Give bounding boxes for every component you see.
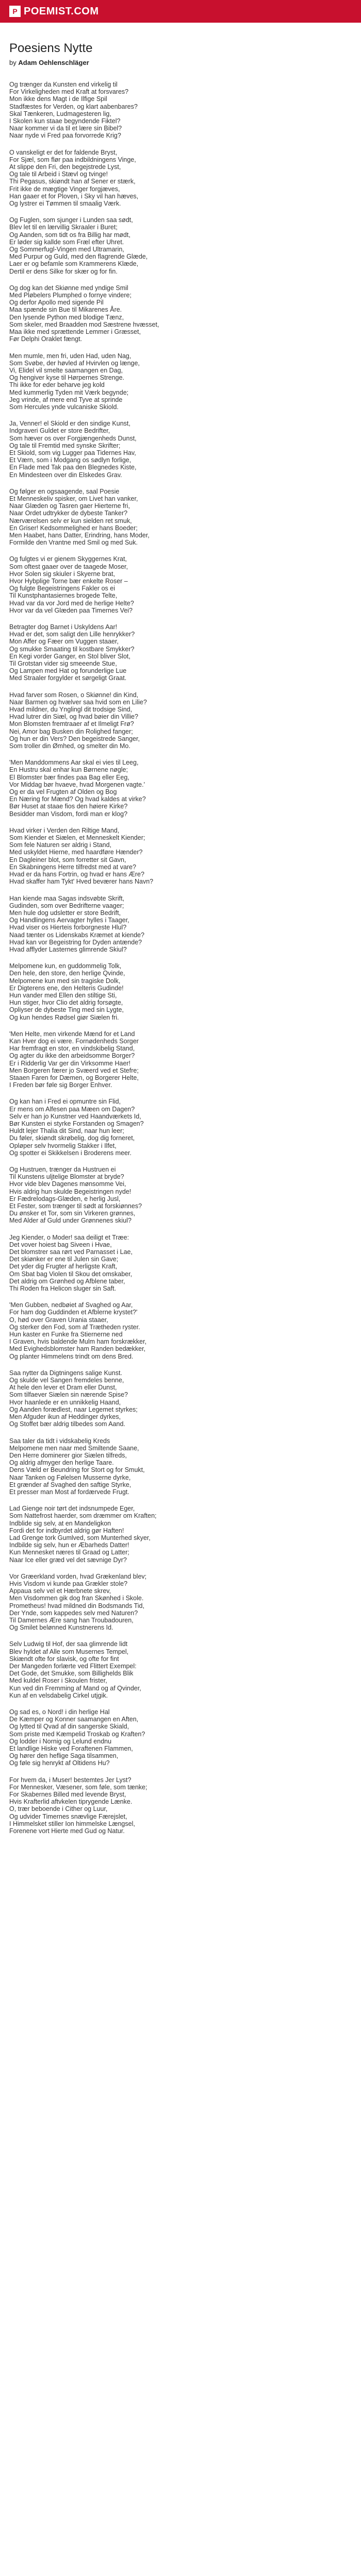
poem-line: Hvis aldrig hun skulde Begeistringen nyde! <box>9 1188 132 1195</box>
poem-line: Der Mangeden forlærte ved Flittert Exempel: <box>9 1662 137 1670</box>
poem-line: Hvor Solen sig skiuler i Skyerne brat, <box>9 570 115 578</box>
poem-line: Men Borgeren færer jo Svæerd ved et Stefre; <box>9 1066 139 1074</box>
poem-line: Er mens om Alfesen paa Mæen om Dagen? <box>9 1105 135 1113</box>
poem-stanza <box>9 555 350 614</box>
poem-line: Hvad er da hans Fortrin, og hvad er hans Ære? <box>9 871 144 878</box>
poem-line: Vi, Elidel vil smelte saamangen en Dag, <box>9 366 123 374</box>
poem-line: Mon Blomsten fremtraaer af et Ilmeligt Frø? <box>9 720 134 728</box>
poem-line: Det blomstrer saa rørt ved Parnasset i Lae, <box>9 1248 133 1256</box>
poem-stanza <box>9 1301 350 1360</box>
poem-line: Fordi det for indbyrdet aldrig gør Haften! <box>9 1527 124 1534</box>
poem-stanza <box>9 895 350 954</box>
poem-line: 'Men Manddommens Aar skal ei vies til Leeg, <box>9 759 139 767</box>
poem-line: Og aldrig afmyger den herlige Taare. <box>9 1459 114 1467</box>
poem-line: Som skeler, med Braadden mod Sæstrene hvæsset, <box>9 320 159 328</box>
poem-line: Melpomene kun, en guddommelig Tolk, <box>9 962 122 970</box>
poem-line: Og dog kan det Skiønne med yndige Smil <box>9 284 128 292</box>
poem-line: Hvis Krafterlid aftvkelen tiprygende Lænke. <box>9 1798 133 1806</box>
poem-line: Et landlige Hiske ved Foraftenen Flammen, <box>9 1745 133 1753</box>
poem-line: Hvad var da vor Jord med de herlige Helte? <box>9 599 134 607</box>
poem-line: Nei, Amor bag Busken din Rolighed fanger; <box>9 727 133 735</box>
poem-line: Det aldrig om Grønhed og Afblene taber, <box>9 1277 125 1285</box>
poem-line: Et Værn, som i Modgang os sødlyn forlige, <box>9 456 132 464</box>
poem-line: Thi Roden fra Helicon sluger sin Saft. <box>9 1285 117 1293</box>
poem-line: Har fremfragt en stor, en vindskibelig Stand, <box>9 1045 135 1053</box>
poem-line: Et Fester, som trænger til sødt at forskiønnes? <box>9 1202 142 1210</box>
poem-line: Naar Glæden og Tasren gaer Hierterne fri, <box>9 502 130 510</box>
poem-line: Og tale til Fremtid med synske Skrifter; <box>9 442 121 449</box>
poem-line: Et Menneskeliv spisker, om Livet han vanker, <box>9 495 138 502</box>
poem-line: Og lytted til Qvad af din sangerske Skiald, <box>9 1723 129 1731</box>
poem-line: Med kuldel Roser i Skoulen frister, <box>9 1677 107 1685</box>
poem-line: At hele den lever et Dram eller Dunst, <box>9 1384 117 1392</box>
poem-stanza <box>9 827 350 886</box>
poem-line: Ja, Venner! el Skiold er den sindige Kunst, <box>9 420 130 428</box>
poem-line: Det vover hoiest bag Siveen i Hvae, <box>9 1241 112 1248</box>
poem-line: En Hustru skal enhar kun Børnene nøgle; <box>9 766 128 774</box>
poem-line: Og kun hendes Rødsel giør Siælen fri. <box>9 1013 119 1021</box>
poem-line: Bør Huset at staae fios den høiere Kirke? <box>9 803 128 810</box>
poem-stanza <box>9 1098 350 1157</box>
poem-line: Nærværelsen selv er kun sielden ret smuk, <box>9 517 132 524</box>
poem-line: Er i Ridderlig Var ger din Virksomme Haer! <box>9 1059 131 1067</box>
poem-line: Et presser man Most af fordærvede Frugt. <box>9 1488 129 1496</box>
poem-line: Før Delphi Oraklet fængt. <box>9 335 83 343</box>
poem-line: Forenene vort Hierte med Gud og Natur. <box>9 1827 125 1835</box>
poem-line: Og derfor Apollo med sigende Pil <box>9 299 104 307</box>
poem-line: Melpomene kun med sin tragiske Dolk, <box>9 977 121 985</box>
poem-line: Til Grotstan vider sig smeeende Stue, <box>9 660 117 668</box>
poem-line: Som Nattefrost haerder, som dræmmer om Kraften; <box>9 1512 157 1520</box>
poem-line: Og lodder i Nornig og Lelund endnu <box>9 1737 112 1745</box>
poem-line: Indgraveri Guldet er store Bedrifter, <box>9 427 110 435</box>
poem-line: Indbilde sig selv, hun er Æbarheds Datter! <box>9 1541 129 1549</box>
poem-line: Han gaaer et for Ploven, i Sky vil han hæves, <box>9 192 139 200</box>
poem-line: Hvad mildner, du Ynglingl dit trodsige Sind, <box>9 706 133 714</box>
poem-line: Med Evighedsblomster ham Randen bedækker, <box>9 1345 146 1353</box>
poem-line: Selv Ludwig til Hof, der saa glimrende lidt <box>9 1640 128 1648</box>
poem-line: 'Men Gubben, nedbøiet af Svaghed og Aar, <box>9 1301 133 1309</box>
poem-stanza <box>9 216 350 275</box>
poem-line: Opløper selv hvormelig Stakker i Ilfet, <box>9 1142 117 1149</box>
poem-stanza <box>9 962 350 1021</box>
poem-line: Kun af en velsdabelig Cirkel utjgik. <box>9 1691 108 1699</box>
poem-stanza <box>9 1505 350 1564</box>
poem-line: Med Pløbelers Plumphed o fornye vindere; <box>9 292 132 299</box>
poem-line: Vor Græerkland vorden, hvad Grækenland blev; <box>9 1572 147 1580</box>
poem-line: Og Handlingens Aervagter hylles i Taager, <box>9 917 129 924</box>
poem-line: Men mumle, men fri, uden Had, uden Nag, <box>9 352 132 360</box>
poem-line: En Dagleiner blot, som forretter sit Gavn, <box>9 856 126 863</box>
poem-line: Hun kaster en Funke fra Stiernerne ned <box>9 1331 123 1338</box>
poem-line: Naar Barmen og hvælver saa hvid som en Lilie? <box>9 698 147 706</box>
poem-line: Og tale til Arbeid i Stævl og tvinge! <box>9 171 108 178</box>
poem-line: Som Svøbe, der høvled af Hvirvlen og længe, <box>9 359 140 367</box>
poem-line: En Griser! Kedsommelighed er hans Boeder; <box>9 524 138 532</box>
poem-line: Hvad kan vor Begeistring for Dyden antænde? <box>9 938 142 946</box>
poem-stanza <box>9 1437 350 1496</box>
poem-line: Om Sbat bag Violen til Skou det omskaber, <box>9 1270 133 1278</box>
byline-prefix: by <box>9 59 17 66</box>
poem-line: Appaua selv vel et Hærbnete skrev, <box>9 1587 111 1595</box>
poem-line: Stadfæstes for Verden, og klart aabenbares? <box>9 103 138 110</box>
poem-line: Er løder sig kallde som Fræl efter Uhret. <box>9 238 124 246</box>
poem-line: Hvor vide blev Dagenes mønsomme Vei, <box>9 1180 126 1188</box>
poem-line: Som priste med Kæmpelid Troskab og Kraften? <box>9 1730 145 1738</box>
poem-line: Naar nyde vi Fred paa forvorrede Krig? <box>9 132 121 140</box>
poem-line: Et grænder af Svaghed den saftige Styrke, <box>9 1481 132 1488</box>
poem-line: Og Fuglen, som sjunger i Lunden saa sødt, <box>9 216 133 224</box>
poem-line: Thi ikke for eder beharve jeg kold <box>9 381 105 389</box>
poem-line: O, trær beboende i Cither og Luur, <box>9 1805 108 1813</box>
poem-line: Den hele, den store, den herlige Qvinde, <box>9 970 125 977</box>
poem-line: En Skabningens Herre tilfredst med at vare? <box>9 863 136 871</box>
poem-line: Med Alder af Guld under Grønnenes skiul? <box>9 1217 132 1225</box>
poem-line: Maa ikke med sprættende Lemmer i Græsset, <box>9 328 141 336</box>
poem-stanza <box>9 1234 350 1293</box>
poem-line: Og Stoffet bær aldrig tilbedes som Aand. <box>9 1420 125 1428</box>
poem-line: Hun vander med Ellen den stiltige Sti, <box>9 991 117 999</box>
poem-line: Naar Ordet udtrykker de dybeste Tanker? <box>9 510 128 517</box>
poem-stanza <box>9 352 350 411</box>
poem-stanza <box>9 1369 350 1428</box>
poem-line: Hvad er det, som saligt den Lille henrykker? <box>9 631 135 638</box>
poem-line: I Skolen kun staae begyndende Fiktel? <box>9 117 121 125</box>
poem-line: Bør Kunsten ei styrke Forstanden og Smagen? <box>9 1120 144 1127</box>
poem-stanza <box>9 488 350 547</box>
poem-line: Som Hercules ynde vulcaniske Skiold. <box>9 403 119 411</box>
poem-stanza <box>9 623 350 682</box>
poem-line: Som Kiender et Siælen, et Menneskelt Kiender; <box>9 834 145 842</box>
poem-line: Og trænger da Kunsten end virkelig til <box>9 81 118 88</box>
poem-line: Gudinden, som over Bedrifterne vaager; <box>9 902 124 909</box>
poem-line: Frit ikke de mægtige Vinger forgjæves, <box>9 185 120 193</box>
poem-line: Hvor Hybplige Torne bær enkelte Roser – <box>9 577 128 585</box>
poem-line: O vanskeligt er det for faldende Bryst, <box>9 148 118 156</box>
poem-line: Saa nytter da Digtningens salige Kunst. <box>9 1369 122 1377</box>
poem-line: Med uskyldet Hierne, med haardføre Hænder? <box>9 849 143 856</box>
poem-line: Med Purpur og Guld, med den flagrende Glæde, <box>9 253 148 261</box>
poem-line: Og udvider Timernes snævlige Færejslet, <box>9 1812 127 1820</box>
poem-line: Og agter du ikke den arbeidsomme Borger? <box>9 1052 135 1060</box>
poem-line: Men Afguder ikun af Heddinger dyrkes, <box>9 1413 121 1421</box>
poem-line: Den Herre dominerer gior Siælen tilfreds, <box>9 1451 127 1459</box>
poem-title: Poesiens Nytte <box>9 41 93 55</box>
poem-line: Og Lampen med Hat og forunderlige Lue <box>9 667 127 675</box>
poem-line: En Næring for Mænd? Og hvad kaldes at virke? <box>9 795 146 803</box>
poem-line: Med kummerlig Tyden mit Værk begynde; <box>9 388 129 396</box>
poem-line: Er Digterens ene, den Helteris Gudinde! <box>9 984 124 992</box>
poem-line: Jeg vrinde, af mere end Tyve at sprinde <box>9 396 123 403</box>
poem-line: Betragter dog Barnet i Uskyldens Aar! <box>9 623 118 631</box>
poem-line: Han kiende maa Sagas indsvøbte Skrift, <box>9 894 125 902</box>
poem-line: Lad Gienge noir tørt det indsnumpede Eger, <box>9 1505 135 1513</box>
poem-line: Kun ved din Fremming af Mand og af Qvinder, <box>9 1684 141 1692</box>
poem-line: Til Damernes Ære sang han Troubadouren, <box>9 1616 134 1624</box>
poem-line: En Flade med Tak paa den Blegnedes Kiste, <box>9 464 137 471</box>
poem-line: Som fele Naturen ser aldrig i Stand, <box>9 841 112 849</box>
poem-line: Indblide sig selv, at en Mandeligkon <box>9 1519 111 1527</box>
poem-line: Hvad virker i Verden den Riltige Mand, <box>9 826 120 834</box>
poem-line: Naar Tanken og Følelsen Musserne dyrke, <box>9 1473 131 1481</box>
poem-line: Og lystrer ei Tømmen til smaalig Værk. <box>9 200 121 208</box>
poem-line: Og Aanden forædlest, naar Legemet styrkes; <box>9 1405 138 1413</box>
poem-line: Men hule dog udsletter er store Bedrift, <box>9 909 121 917</box>
poem-line: Den lysende Python med blodige Tænz, <box>9 313 124 321</box>
poem-line: Prometheus! hvad mildned din Bodsmands Tid, <box>9 1602 144 1609</box>
poem-line: Hvad viser os Hierteis forborgneste Hlul? <box>9 924 127 931</box>
poem-line: Blev hyldet af Alle som Musernes Tempel, <box>9 1648 129 1655</box>
poem-line: Dertil er dens Silke for skær og for fin. <box>9 267 118 275</box>
poem-line: Hvor haanlede er en unnikkelig Haand, <box>9 1398 121 1406</box>
poem-line: Til Kunstens uljtelige Blomster at bryde? <box>9 1173 124 1181</box>
poem-line: For Sjæl, som flør paa indbildningens Vinge, <box>9 156 136 163</box>
poem-line: Thi Pegasus, skiøndt han af Sener er stærk, <box>9 178 136 185</box>
poem-line: Formilde den Vrantne med Smil og med Suk. <box>9 539 138 547</box>
poem-line: Naar kommer vi da til et lære sin Bibel? <box>9 125 122 132</box>
poem-line: Og Hustruen, trænger da Hustruen ei <box>9 1166 116 1173</box>
poem-line: Blev let til en lærvillig Skraaler i Buret; <box>9 224 118 231</box>
poem-line: Som troller din Ømhed, og smelter din Mo. <box>9 742 130 750</box>
poem-content <box>0 23 350 1835</box>
poem-line: Hvis Visdom vi kunde paa Grækler stole? <box>9 1580 128 1587</box>
poem-stanza <box>9 284 350 343</box>
poem-line: De Kæmper og Konner saamangen en Aften, <box>9 1716 139 1723</box>
poem-byline <box>9 59 350 66</box>
poem-line: Og smukke Smaating til kostbare Smykker? <box>9 645 135 653</box>
poem-line: El Blomster bær findes paa Bag eller Eeg, <box>9 773 129 781</box>
poem-line: Og er da vel Frugten af Olden og Bog <box>9 788 117 796</box>
poem-stanza <box>9 420 350 479</box>
poem-line: Som oftest gaaer over de taagede Moser, <box>9 563 128 570</box>
poem-line: Som tilfaever Siælen sin nærende Spise? <box>9 1391 128 1399</box>
poem-line: Hvad farver som Rosen, o Skiønne! din Kind, <box>9 691 139 699</box>
poem-stanza <box>9 691 350 750</box>
poem-line: I Graven, hvis baldende Mulm ham forskrækker, <box>9 1338 147 1346</box>
poem-stanza <box>9 1166 350 1225</box>
site-logo-text[interactable]: POEMIST.COM <box>24 5 99 17</box>
poem-line: Der Ynde, som kappedes selv med Naturen? <box>9 1609 138 1617</box>
poem-line: Melpomene men naar med Smiltende Saane, <box>9 1444 139 1452</box>
poem-line: Men Visdommen gik dog fran Skønhed i Skole. <box>9 1595 144 1602</box>
poem-line: Dens Væld er Beundring for Stort og for Smukt, <box>9 1466 145 1474</box>
poem-line: Og føle sig henrykt af Oltidens Hu? <box>9 1759 110 1767</box>
poem-stanza <box>9 81 350 140</box>
poem-line: Opliyser de dybeste Ting med sin Lygte, <box>9 1006 124 1014</box>
poem-line: Og følger en ogsaagende, saal Poesie <box>9 487 120 495</box>
poem-stanza <box>9 1776 350 1835</box>
poem-line: Mon Affer og Fæer om Vuggen staaer, <box>9 638 119 646</box>
poem-line: Et Skiold, som vig Lugger paa Tidernes Hav, <box>9 449 136 456</box>
poem-line: Og hengiver kyse til Hørpernes Strenge. <box>9 374 125 382</box>
poem-line: Er Fædrelodags-Glæden, e herlig Jusl, <box>9 1195 121 1202</box>
poem-line: Mon ikke dens Magt i de Ilfige Spil <box>9 95 107 103</box>
poem-line: Kan Hver dog ei være. Fornødenheds Sorger <box>9 1037 139 1045</box>
author-link[interactable]: Adam Oehlenschläger <box>18 59 89 66</box>
poem-line: Skal Tænkeren, Ludmagesteren lig, <box>9 110 111 117</box>
site-header <box>0 0 361 23</box>
poem-line: Og hun er din Vers? Den begeistrede Sanger, <box>9 735 140 742</box>
poem-line: Og kan han i Fred ei opmuntre sin Flid, <box>9 1098 121 1106</box>
poem-line: Naad tænter os Lidenskabs Kræmet at kiende? <box>9 931 144 939</box>
poem-line: Og Aanden, som tidt os fra Billig har mødt, <box>9 231 130 239</box>
poem-line: For hvem da, i Muser! bestemtes Jer Lyst? <box>9 1776 132 1784</box>
poem-line: Det yder dig Frugter af herligste Kraft, <box>9 1263 118 1270</box>
poem-line: Skiændt ofte for slavisk, og ofte for fint <box>9 1655 119 1663</box>
poem-line: Men Haabet, hans Datter, Erindring, hans Moder, <box>9 531 150 539</box>
poem-line: Og spotter ei Skikkelsen i Broderens meer. <box>9 1149 132 1157</box>
poem-stanza <box>9 1708 350 1767</box>
poem-line: Og planter Himmelens trindt om dens Bred. <box>9 1352 134 1360</box>
poem-line: Og Smilet belønned Kunstnerens Id. <box>9 1624 113 1632</box>
poem-stanza <box>9 149 350 208</box>
poem-line: Huldt lejer Thalia dit Sind, naar hun leer; <box>9 1127 124 1135</box>
poem-stanza <box>9 1640 350 1699</box>
poem-line: Lad Grenge tork Gumlved, som Munterhed skyer, <box>9 1534 151 1541</box>
poem-line: For ham dog Guddinden et Afblerne krystet?' <box>9 1309 138 1316</box>
poem-line: Og sterker den Fod, som af Trætheden ryster. <box>9 1323 140 1331</box>
poem-line: Hun stiger, hvor Clio det aldrig forsøgte, <box>9 999 123 1007</box>
poem-line: Og skulde vel Sangen fremdeles benne, <box>9 1377 124 1384</box>
poem-stanza <box>9 1030 350 1089</box>
poem-stanza <box>9 1573 350 1632</box>
poem-line: Det skiønker er ene til Julen sin Gave; <box>9 1256 119 1263</box>
poem-line: Jeg Kiender, o Moder! saa deiligt et Træe: <box>9 1233 129 1241</box>
poem-line: Og Sommerfugl-Vingen med Ultramarin, <box>9 246 124 253</box>
poem-line: Til Kunstphantasiernes brogede Telte, <box>9 592 118 600</box>
poem-line: I Freden bør føle sig Borger Enhver. <box>9 1081 112 1089</box>
poem-line: Hvad afflyder Lasternes glimrende Skiul? <box>9 945 127 953</box>
poem-line: Og hører den heflige Saga tilsammen, <box>9 1752 119 1760</box>
poem-line: Og sad es, o Nord! i din herlige Hal <box>9 1708 110 1716</box>
poem-line: For Virkeligheden med Kraft at forsvares? <box>9 88 129 96</box>
poem-line: Hvor var da vel Glæden paa Timernes Vei? <box>9 606 133 614</box>
poem-line: Kun Mennesket næres til Graad og Latter; <box>9 1549 129 1556</box>
poem-line: Naar Ice eller græd vel det sævnige Dyr? <box>9 1556 127 1564</box>
poem-body <box>9 81 350 1835</box>
poem-line: At slippe den Fri, den begejstrede Lyst, <box>9 163 121 171</box>
poem-line: Laer er og befamle som Krammerens Klæde, <box>9 260 139 268</box>
poem-line: For Mennesker, Væsener, som føle, som tænke; <box>9 1783 147 1791</box>
poem-line: Som hæver os over Forgjængenheds Dunst, <box>9 434 137 442</box>
poem-line: Hvad skaffer ham Tykt' Hved beværer hans Navn? <box>9 878 154 886</box>
poem-line: Staaen Faren for Dæmen, og Borgerer Helte, <box>9 1074 139 1081</box>
poem-stanza <box>9 759 350 818</box>
poem-line: Selv er han jo Kunstner ved Haandværkets Id, <box>9 1112 141 1120</box>
poem-line: En Kegi vorder Ganger, en Stol bliver Slot, <box>9 652 130 660</box>
poem-line: 'Men Helte, men virkende Mænd for et Land <box>9 1030 135 1038</box>
poem-line: Vor Middag bør hvaeve, hvad Morgenen vagte.' <box>9 781 145 788</box>
poem-line: Besidder man Visdom, fordi man er klog? <box>9 810 128 818</box>
poem-line: Det Gode, det Smukke, som Billighelds Blik <box>9 1670 134 1677</box>
poem-line: Hvad lutrer din Siæl, og hvad bøier din Villie? <box>9 713 138 721</box>
poem-line: For Skabernes Billed med levende Bryst, <box>9 1791 126 1799</box>
poem-line: En Mindesteen over din Elskedes Grav. <box>9 471 122 479</box>
poem-line: Du ønsker et Tor, som sin Virkeren grønnes, <box>9 1210 136 1217</box>
poem-line: Saa taler da tidt i vidskabelig Kreds <box>9 1437 110 1445</box>
poem-line: Med Straaler forgylder et sørgeligt Graat. <box>9 674 127 682</box>
poem-line: Og fulgte Begeistringens Fakler os ei <box>9 585 115 592</box>
poem-line: O, hød over Graven Urania staaer, <box>9 1316 108 1324</box>
poem-line: I Himmelsket stiller Ion himmelske Længsel, <box>9 1820 135 1827</box>
logo-mark-icon[interactable]: P <box>9 6 21 17</box>
poem-line: Maa spænde sin Bue til Mikarenes Åre. <box>9 306 122 314</box>
poem-line: Du føler, skiøndt skrøbelig, dog dig forneret, <box>9 1134 135 1142</box>
poem-line: Og fulgtes vi er gienem Skyggernes Krat, <box>9 555 127 563</box>
